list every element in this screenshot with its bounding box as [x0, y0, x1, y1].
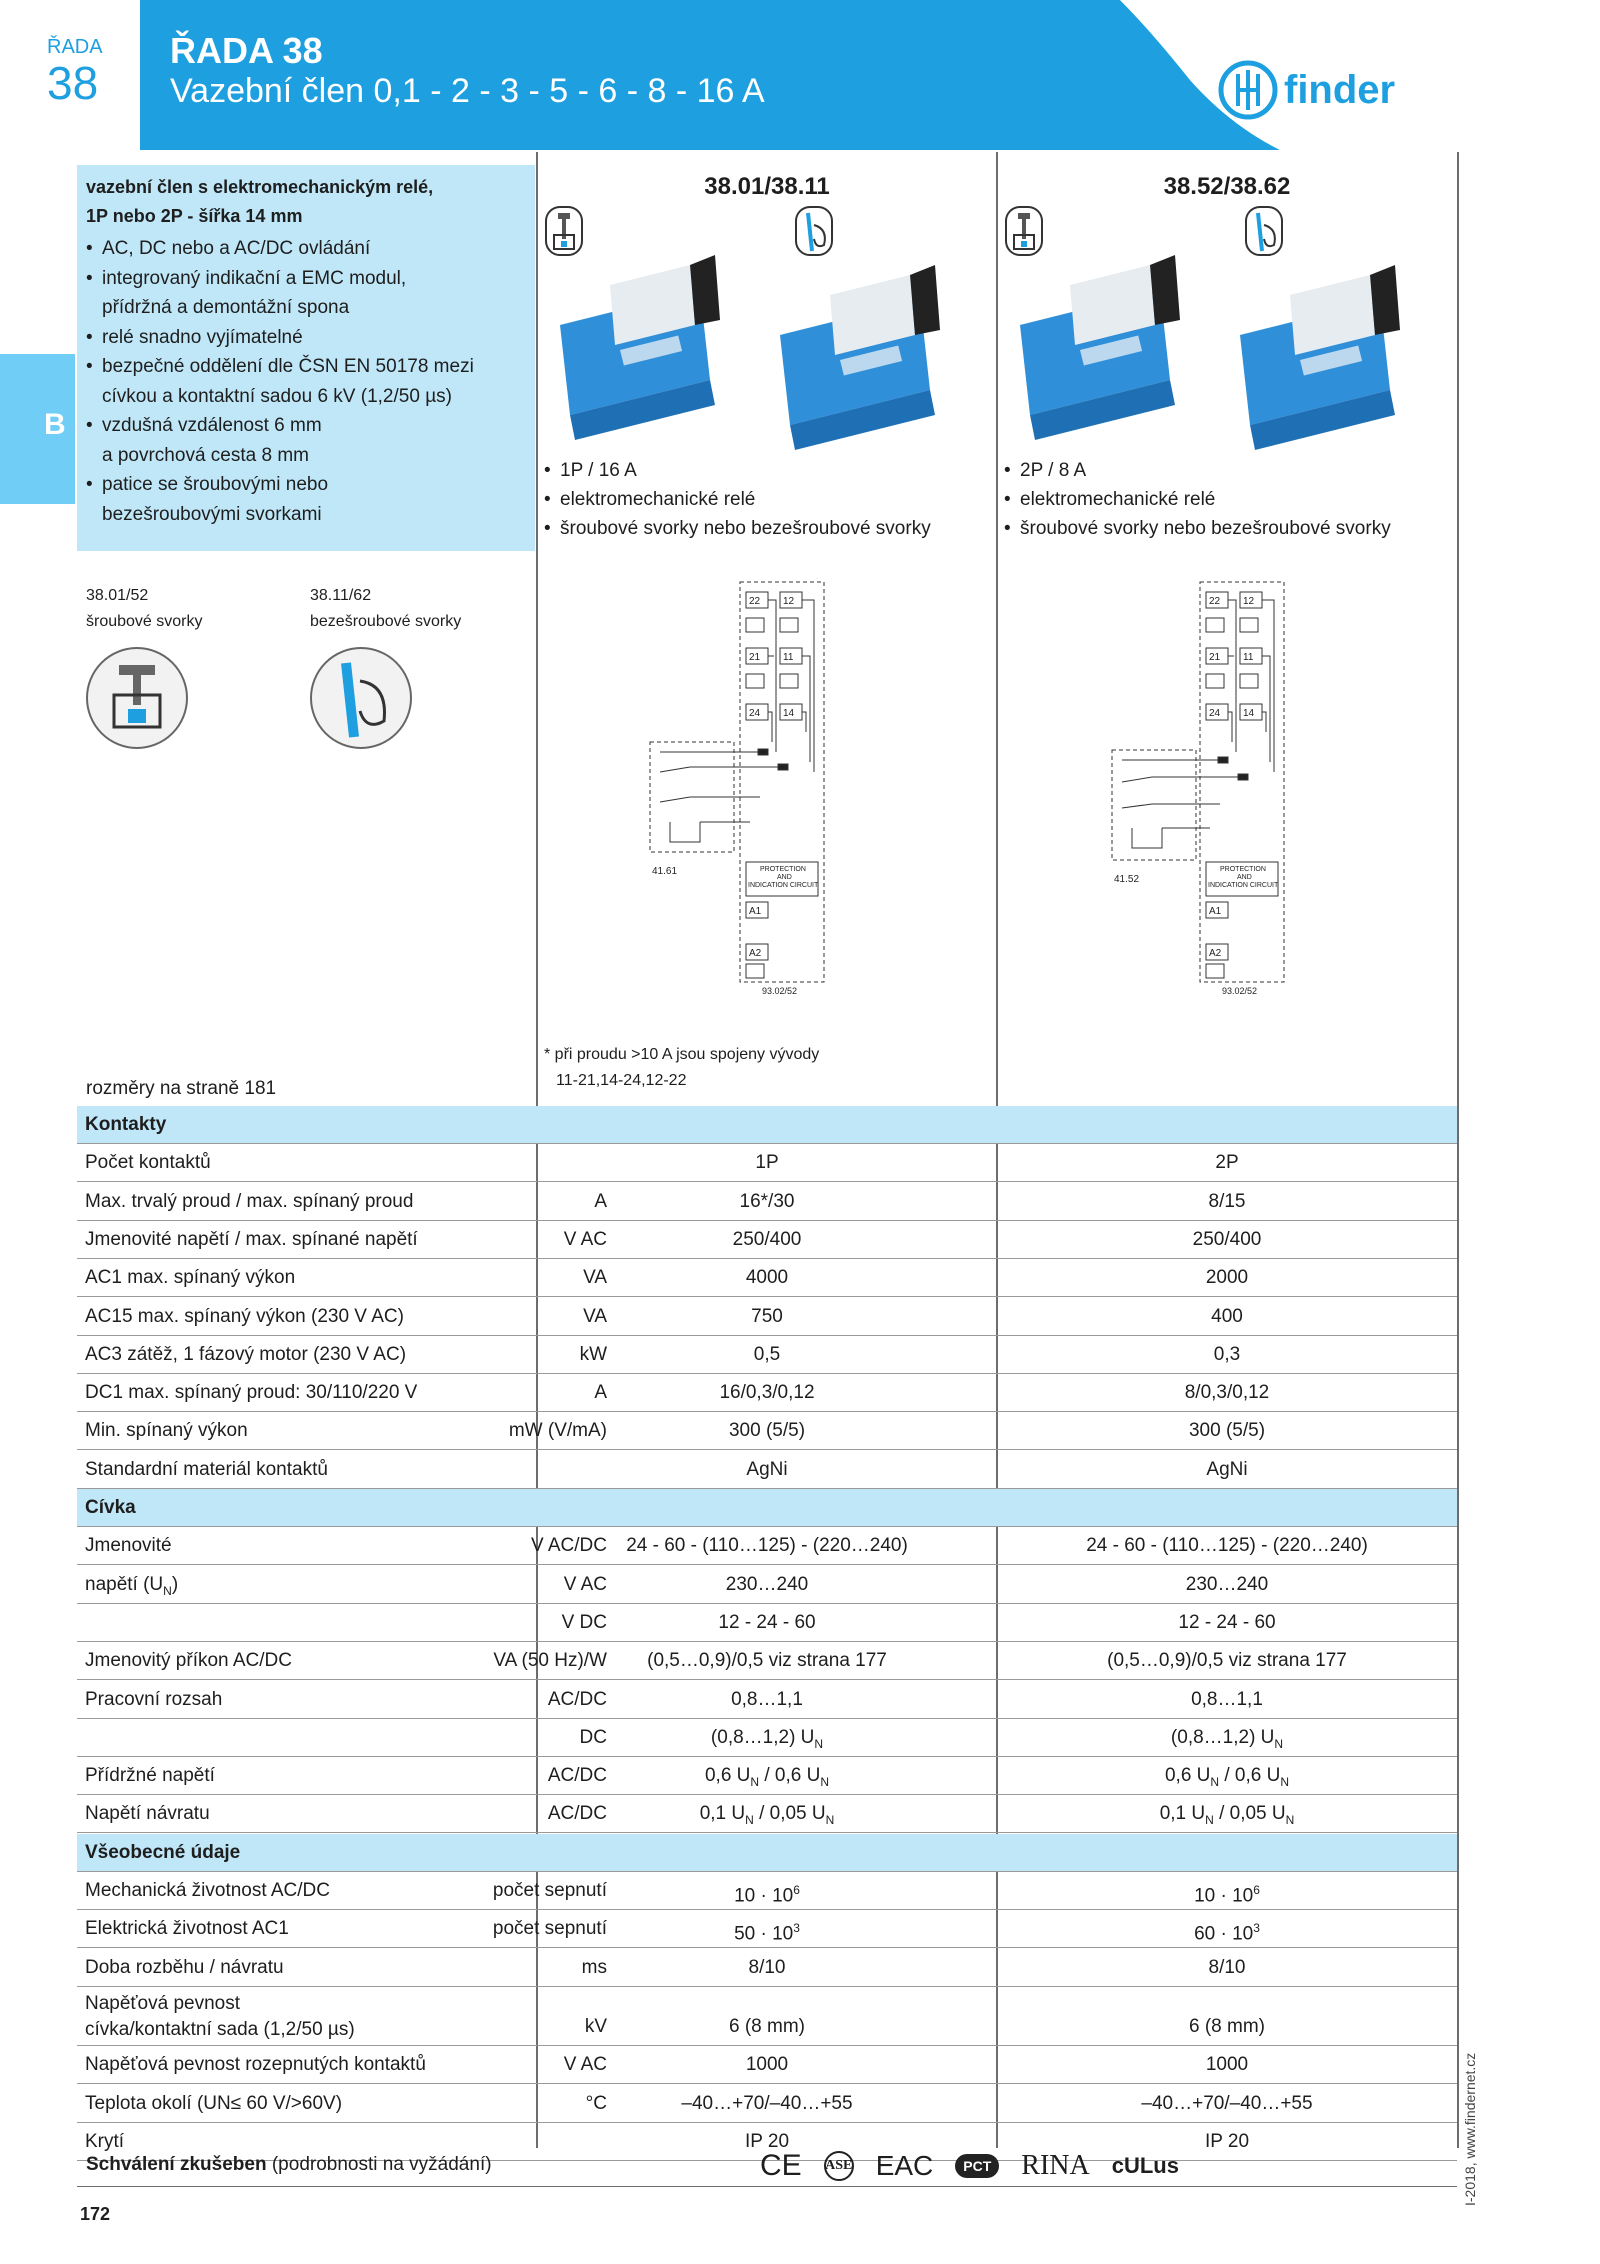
protection-label: AND [777, 874, 792, 881]
row-unit: kV [584, 2015, 607, 2037]
row-unit: VA [583, 1267, 607, 1289]
value-col-2 [997, 2085, 1457, 2122]
wiring-diagram-2p [1090, 572, 1320, 1022]
table-row [77, 1949, 1457, 1986]
intro-title-line2: 1P nebo 2P - šířka 14 mm [86, 206, 303, 226]
screw-code: 38.01/52 [86, 587, 149, 604]
value-col-2 [997, 1144, 1457, 1181]
table-section-header [77, 1489, 1457, 1526]
socket-code: 93.02/52 [762, 986, 798, 996]
row-label-text: Napětí návratu [85, 1803, 210, 1825]
table-row [77, 1757, 1457, 1794]
pin-21: 21 [1209, 652, 1221, 663]
value-text: (0,5…0,9)/0,5 viz strana 177 [1107, 1650, 1347, 1672]
row-label [85, 1681, 222, 1718]
row-label-text: AC3 zátěž, 1 fázový motor (230 V AC) [85, 1343, 407, 1365]
value-sup: 3 [793, 1921, 800, 1936]
row-unit: V AC/DC [530, 1535, 607, 1557]
table-row [77, 1719, 1457, 1756]
value-col-1 [537, 1681, 997, 1718]
bullet: • patice se šroubovými nebo [86, 470, 530, 500]
value-col-1 [537, 1451, 997, 1488]
pin-24: 24 [1209, 708, 1221, 719]
value-text: 12 - 24 - 60 [718, 1611, 816, 1633]
row-label-text: Pracovní rozsah [85, 1688, 223, 1710]
table-row [77, 1451, 1457, 1488]
row-unit: AC/DC [547, 1688, 607, 1710]
value-col-1 [537, 1642, 997, 1679]
value-sup: 3 [1253, 1921, 1260, 1936]
row-label-text: Napěťová pevnost rozepnutých kontaktů [85, 2054, 426, 2076]
series-label: ŘADA [47, 36, 103, 58]
value-text: 8/10 [748, 1956, 786, 1978]
intro-title [86, 173, 526, 231]
screw-label: šroubové svorky [86, 613, 203, 630]
value-col-1 [537, 1412, 997, 1449]
row-label-text: Jmenovité [85, 1535, 172, 1557]
value-text: 1P [755, 1152, 779, 1174]
table-row [77, 1336, 1457, 1373]
value-text: 0,1 U [699, 1803, 746, 1825]
row-label-text: Jmenovité napětí / max. spínané napětí [85, 1228, 418, 1250]
value-text: IP 20 [744, 2130, 790, 2152]
value-sub: N [825, 1813, 835, 1828]
value-col-1 [537, 1566, 997, 1603]
value-col-1 [537, 1527, 997, 1564]
row-unit: počet sepnutí [492, 1918, 607, 1940]
value-col-1 [537, 1144, 997, 1181]
pin-24: 24 [749, 708, 761, 719]
protection-label: PROTECTION [1220, 866, 1266, 873]
table-row [77, 1412, 1457, 1449]
row-label-text: Napěťová pevnost [85, 1992, 241, 2014]
value-text: 8/15 [1208, 1190, 1246, 1212]
product-bullets-1 [544, 456, 994, 543]
brand-name: finder [1284, 68, 1396, 112]
note-line1: * při proudu >10 A jsou spojeny vývody [544, 1046, 820, 1063]
table-row [77, 1144, 1457, 1181]
value-text: 230…240 [725, 1573, 809, 1595]
value-col-2 [997, 1910, 1457, 1952]
row-unit: mW (V/mA) [508, 1420, 607, 1442]
bullet-cont: přídržná a demontážní spona [102, 297, 350, 318]
product-bullets-2 [1004, 456, 1454, 543]
culus-mark: cULus [1111, 2153, 1179, 2178]
value-text: 10 · 10 [734, 1885, 794, 1907]
pin-a1: A1 [749, 906, 762, 917]
product-image-38-01 [550, 230, 990, 450]
row-label-text: Doba rozběhu / návratu [85, 1956, 284, 1978]
value-text: 0,3 [1213, 1343, 1241, 1365]
bullet: • elektromechanické relé [1004, 485, 1454, 514]
approvals-rest: (podrobnosti na vyžádání) [266, 2154, 492, 2175]
section-title: Kontakty [85, 1114, 167, 1135]
value-text: 12 - 24 - 60 [1178, 1611, 1276, 1633]
value-sup: 6 [793, 1883, 800, 1897]
section-title: Cívka [85, 1497, 136, 1518]
pin-12: 12 [1243, 596, 1255, 607]
value-col-1 [537, 1374, 997, 1411]
footer-side-text: I-2018, www.findernet.cz [1462, 2052, 1478, 2206]
table-bottom-rule [77, 2186, 1457, 2187]
table-row [77, 1910, 1457, 1947]
value-sub: N [745, 1813, 754, 1828]
value-col-1 [537, 1259, 997, 1296]
screw-variant [86, 583, 203, 635]
value-col-1 [537, 1604, 997, 1641]
pin-a1: A1 [1209, 906, 1222, 917]
value-col-2 [997, 1298, 1457, 1335]
value-text: 0,5 [753, 1343, 781, 1365]
value-text: (0,5…0,9)/0,5 viz strana 177 [647, 1650, 887, 1672]
bullet-cont: a povrchová cesta 8 mm [102, 444, 309, 466]
table-row [77, 1527, 1457, 1564]
row-unit: AC/DC [547, 1803, 607, 1825]
value-tail: / 0,05 U [753, 1803, 826, 1825]
protection-label: INDICATION CIRCUIT [748, 882, 819, 889]
pin-11: 11 [1243, 652, 1254, 663]
value-text: 2000 [1205, 1267, 1249, 1289]
value-tail: / 0,6 U [759, 1765, 821, 1787]
value-text: 0,1 U [1159, 1803, 1206, 1825]
value-text: 8/0,3/0,12 [1184, 1382, 1270, 1404]
table-row [77, 1604, 1457, 1641]
value-text: 1000 [1205, 2054, 1249, 2076]
bullet: • integrovaný indikační a EMC modul, [86, 264, 530, 294]
row-unit: °C [585, 2092, 607, 2114]
table-row [77, 2046, 1457, 2083]
row-label [85, 1527, 172, 1564]
value-tail: / 0,6 U [1219, 1765, 1281, 1787]
value-col-2 [997, 1566, 1457, 1603]
value-text: 6 (8 mm) [1189, 2015, 1265, 2037]
value-sub: N [1280, 1774, 1289, 1789]
row-unit: VA [583, 1305, 607, 1327]
table-row [77, 1298, 1457, 1335]
product-image-38-52 [1010, 230, 1450, 450]
bullet-cont: bezešroubovými svorkami [102, 503, 322, 525]
screwless-variant [310, 583, 461, 635]
table-row [77, 1987, 1457, 2045]
bullet: • 1P / 16 A [544, 456, 994, 485]
value-text: 230…240 [1185, 1573, 1269, 1595]
current-note [544, 1042, 819, 1094]
intro-title-line1: vazební člen s elektromechanickým relé, [86, 177, 434, 197]
finder-logo [1218, 58, 1448, 127]
value-text: 16*/30 [739, 1190, 795, 1212]
bullet: • elektromechanické relé [544, 485, 994, 514]
value-text: 0,8…1,1 [1191, 1688, 1263, 1710]
row-label [85, 1144, 211, 1181]
row-label-text: Jmenovitý příkon AC/DC [85, 1650, 292, 1672]
value-col-2 [997, 1949, 1457, 1986]
rina-mark: RINA [1021, 2150, 1090, 2181]
row-label-text: AC1 max. spínaný výkon [85, 1267, 296, 1289]
table-row [77, 1872, 1457, 1909]
value-col-2 [997, 1412, 1457, 1449]
series-number: 38 [47, 57, 99, 109]
row-unit: ms [581, 1956, 607, 1978]
value-text: 50 · 10 [734, 1923, 794, 1945]
page-subtitle: Vazební člen 0,1 - 2 - 3 - 5 - 6 - 8 - 16 A [170, 72, 765, 110]
value-text: AgNi [1206, 1458, 1248, 1480]
value-col-1 [537, 1872, 997, 1914]
row-label-sub: N [163, 1583, 172, 1598]
bullet: • šroubové svorky nebo bezešroubové svorky [1004, 514, 1454, 543]
value-sup: 6 [1253, 1883, 1260, 1897]
page-number: 172 [80, 2204, 111, 2224]
value-col-2 [997, 1259, 1457, 1296]
wiring-diagram-1p [630, 572, 860, 1022]
table-row [77, 1221, 1457, 1258]
screw-terminal-icon [84, 645, 190, 751]
value-text: AgNi [746, 1458, 788, 1480]
approval-marks [760, 2146, 1179, 2186]
value-col-1 [537, 1336, 997, 1373]
dimensions-note: rozměry na straně 181 [86, 1078, 277, 1099]
value-text: 4000 [745, 1267, 789, 1289]
value-tail: / 0,05 U [1213, 1803, 1286, 1825]
value-text: 750 [751, 1305, 783, 1327]
table-row [77, 2085, 1457, 2122]
note-line2: 11-21,14-24,12-22 [556, 1072, 687, 1089]
section-title: Všeobecné údaje [85, 1841, 241, 1863]
value-text: 10 · 10 [1194, 1885, 1254, 1907]
row-label-text: Max. trvalý proud / max. spínaný proud [85, 1190, 414, 1212]
value-text: 250/400 [732, 1228, 802, 1250]
column-divider [1457, 152, 1459, 2148]
value-col-2 [997, 2008, 1457, 2045]
protection-label: INDICATION CIRCUIT [1208, 882, 1279, 889]
value-text: IP 20 [1204, 2130, 1250, 2152]
value-col-1 [537, 2046, 997, 2083]
value-col-2 [997, 1527, 1457, 1564]
section-letter: B [44, 408, 66, 441]
value-sub: N [814, 1736, 824, 1751]
screwless-terminal-icon [308, 645, 414, 751]
value-sub: N [1205, 1813, 1214, 1828]
table-row [77, 1374, 1457, 1411]
row-label [85, 1412, 248, 1449]
screwless-label: bezešroubové svorky [310, 613, 462, 630]
row-label [85, 1795, 210, 1832]
value-col-2 [997, 1681, 1457, 1718]
value-col-2 [997, 1451, 1457, 1488]
relay-code: 41.61 [652, 866, 678, 877]
value-text: 0,6 U [704, 1765, 751, 1787]
pin-a2: A2 [749, 948, 762, 959]
row-unit: AC/DC [547, 1765, 607, 1787]
value-text: (0,8…1,2) U [1170, 1726, 1275, 1748]
value-text: –40…+70/–40…+55 [1141, 2092, 1313, 2114]
table-row [77, 1566, 1457, 1603]
row-unit: VA (50 Hz)/W [493, 1650, 607, 1672]
value-text: 6 (8 mm) [729, 2015, 805, 2037]
pin-22: 22 [1209, 596, 1221, 607]
bullet: • šroubové svorky nebo bezešroubové svorky [544, 514, 994, 543]
bullet: • relé snadno vyjímatelné [86, 323, 530, 353]
value-col-2 [997, 1221, 1457, 1258]
approvals-bold: Schválení zkušeben [86, 2154, 267, 2175]
intro-bullets [86, 234, 530, 529]
value-text: 0,8…1,1 [731, 1688, 803, 1710]
pin-a2: A2 [1209, 948, 1222, 959]
row-unit: A [594, 1190, 607, 1212]
row-unit: kW [579, 1343, 607, 1365]
value-col-2 [997, 2046, 1457, 2083]
pin-21: 21 [749, 652, 761, 663]
pin-14: 14 [783, 708, 795, 719]
row-label-text: napětí (U [85, 1573, 164, 1595]
value-sub: N [820, 1774, 829, 1789]
value-col-2 [997, 1374, 1457, 1411]
row-label-text: Počet kontaktů [85, 1152, 211, 1174]
row-label-tail: ) [171, 1573, 179, 1595]
value-text: 8/10 [1208, 1956, 1246, 1978]
value-sub: N [1274, 1736, 1284, 1751]
pin-22: 22 [749, 596, 761, 607]
eac-mark: EAC [875, 2150, 934, 2181]
pin-11: 11 [783, 652, 794, 663]
bullet: • AC, DC nebo a AC/DC ovládání [86, 234, 530, 264]
value-sub: N [1210, 1774, 1220, 1789]
row-label-text: Přídržné napětí [85, 1765, 215, 1787]
value-col-1 [537, 2008, 997, 2045]
row-label-text: Teplota okolí (UN≤ 60 V/>60V) [85, 2092, 343, 2114]
value-col-1 [537, 2085, 997, 2122]
value-text: 400 [1211, 1305, 1243, 1327]
table-row [77, 1259, 1457, 1296]
value-text: 24 - 60 - (110…125) - (220…240) [1086, 1535, 1368, 1557]
bullet-cont: cívkou a kontaktní sadou 6 kV (1,2/50 µs) [102, 385, 452, 407]
value-col-1 [537, 1949, 997, 1986]
value-col-2 [997, 1872, 1457, 1914]
value-text: 2P [1215, 1152, 1239, 1174]
row-unit: V AC [563, 1228, 607, 1250]
relay-code: 41.52 [1114, 874, 1140, 885]
table-row [77, 1795, 1457, 1832]
value-col-1 [537, 1910, 997, 1952]
table-row [77, 1183, 1457, 1220]
value-col-2 [997, 1604, 1457, 1641]
value-text: 300 (5/5) [1188, 1420, 1266, 1442]
protection-label: AND [1237, 874, 1252, 881]
row-label [85, 1451, 328, 1488]
page-title: ŘADA 38 [170, 30, 323, 71]
row-label [85, 1757, 215, 1794]
bullet: • vzdušná vzdálenost 6 mm [86, 411, 530, 441]
row-label-text: DC1 max. spínaný proud: 30/110/220 V [85, 1382, 418, 1404]
value-col-2 [997, 1183, 1457, 1220]
product-title-1: 38.01/38.11 [704, 173, 830, 200]
value-col-1 [537, 1298, 997, 1335]
value-sub: N [750, 1774, 760, 1789]
table-row [77, 1642, 1457, 1679]
row-label-text: Elektrická životnost AC1 [85, 1918, 289, 1940]
value-sub: N [1285, 1813, 1295, 1828]
row-label-text: Min. spínaný výkon [85, 1420, 248, 1442]
value-col-1 [537, 1221, 997, 1258]
pct-mark: PCT [955, 2154, 999, 2178]
row-unit: V DC [561, 1611, 607, 1633]
bullet: • 2P / 8 A [1004, 456, 1454, 485]
value-col-2 [997, 1336, 1457, 1373]
pin-12: 12 [783, 596, 795, 607]
product-title-2: 38.52/38.62 [1163, 173, 1291, 200]
value-text: 60 · 10 [1194, 1923, 1254, 1945]
approvals-label [86, 2146, 492, 2183]
table-section-header [77, 1106, 1457, 1143]
row-unit: V AC [563, 2054, 607, 2076]
row-unit: DC [579, 1726, 607, 1748]
value-text: 16/0,3/0,12 [719, 1382, 815, 1404]
value-text: –40…+70/–40…+55 [681, 2092, 853, 2114]
row-label-text: Mechanická životnost AC/DC [85, 1880, 330, 1901]
socket-code: 93.02/52 [1222, 986, 1258, 996]
value-text: (0,8…1,2) U [710, 1726, 815, 1748]
row-unit: A [594, 1382, 607, 1404]
ase-mark: ASE [824, 2151, 854, 2181]
row-unit: počet sepnutí [492, 1880, 607, 1901]
value-text: 300 (5/5) [728, 1420, 806, 1442]
value-col-1 [537, 1183, 997, 1220]
row-unit: V AC [563, 1573, 607, 1595]
table-row [77, 1681, 1457, 1718]
screwless-code: 38.11/62 [310, 587, 372, 604]
protection-label: PROTECTION [760, 866, 806, 873]
value-text: 24 - 60 - (110…125) - (220…240) [626, 1535, 908, 1557]
row-label-text: AC15 max. spínaný výkon (230 V AC) [85, 1305, 404, 1327]
value-text: 250/400 [1192, 1228, 1262, 1250]
table-section-header [77, 1834, 1457, 1871]
row-label-text: Krytí [85, 2130, 125, 2152]
value-col-2 [997, 1642, 1457, 1679]
value-text: 0,6 U [1164, 1765, 1211, 1787]
row-label-text: Standardní materiál kontaktů [85, 1458, 328, 1480]
value-text: 1000 [745, 2054, 789, 2076]
ce-mark: CE [760, 2149, 802, 2182]
bullet: • bezpečné oddělení dle ČSN EN 50178 mezi [86, 352, 530, 382]
row-label-line2: cívka/kontaktní sada (1,2/50 µs) [85, 2018, 355, 2040]
pin-14: 14 [1243, 708, 1255, 719]
